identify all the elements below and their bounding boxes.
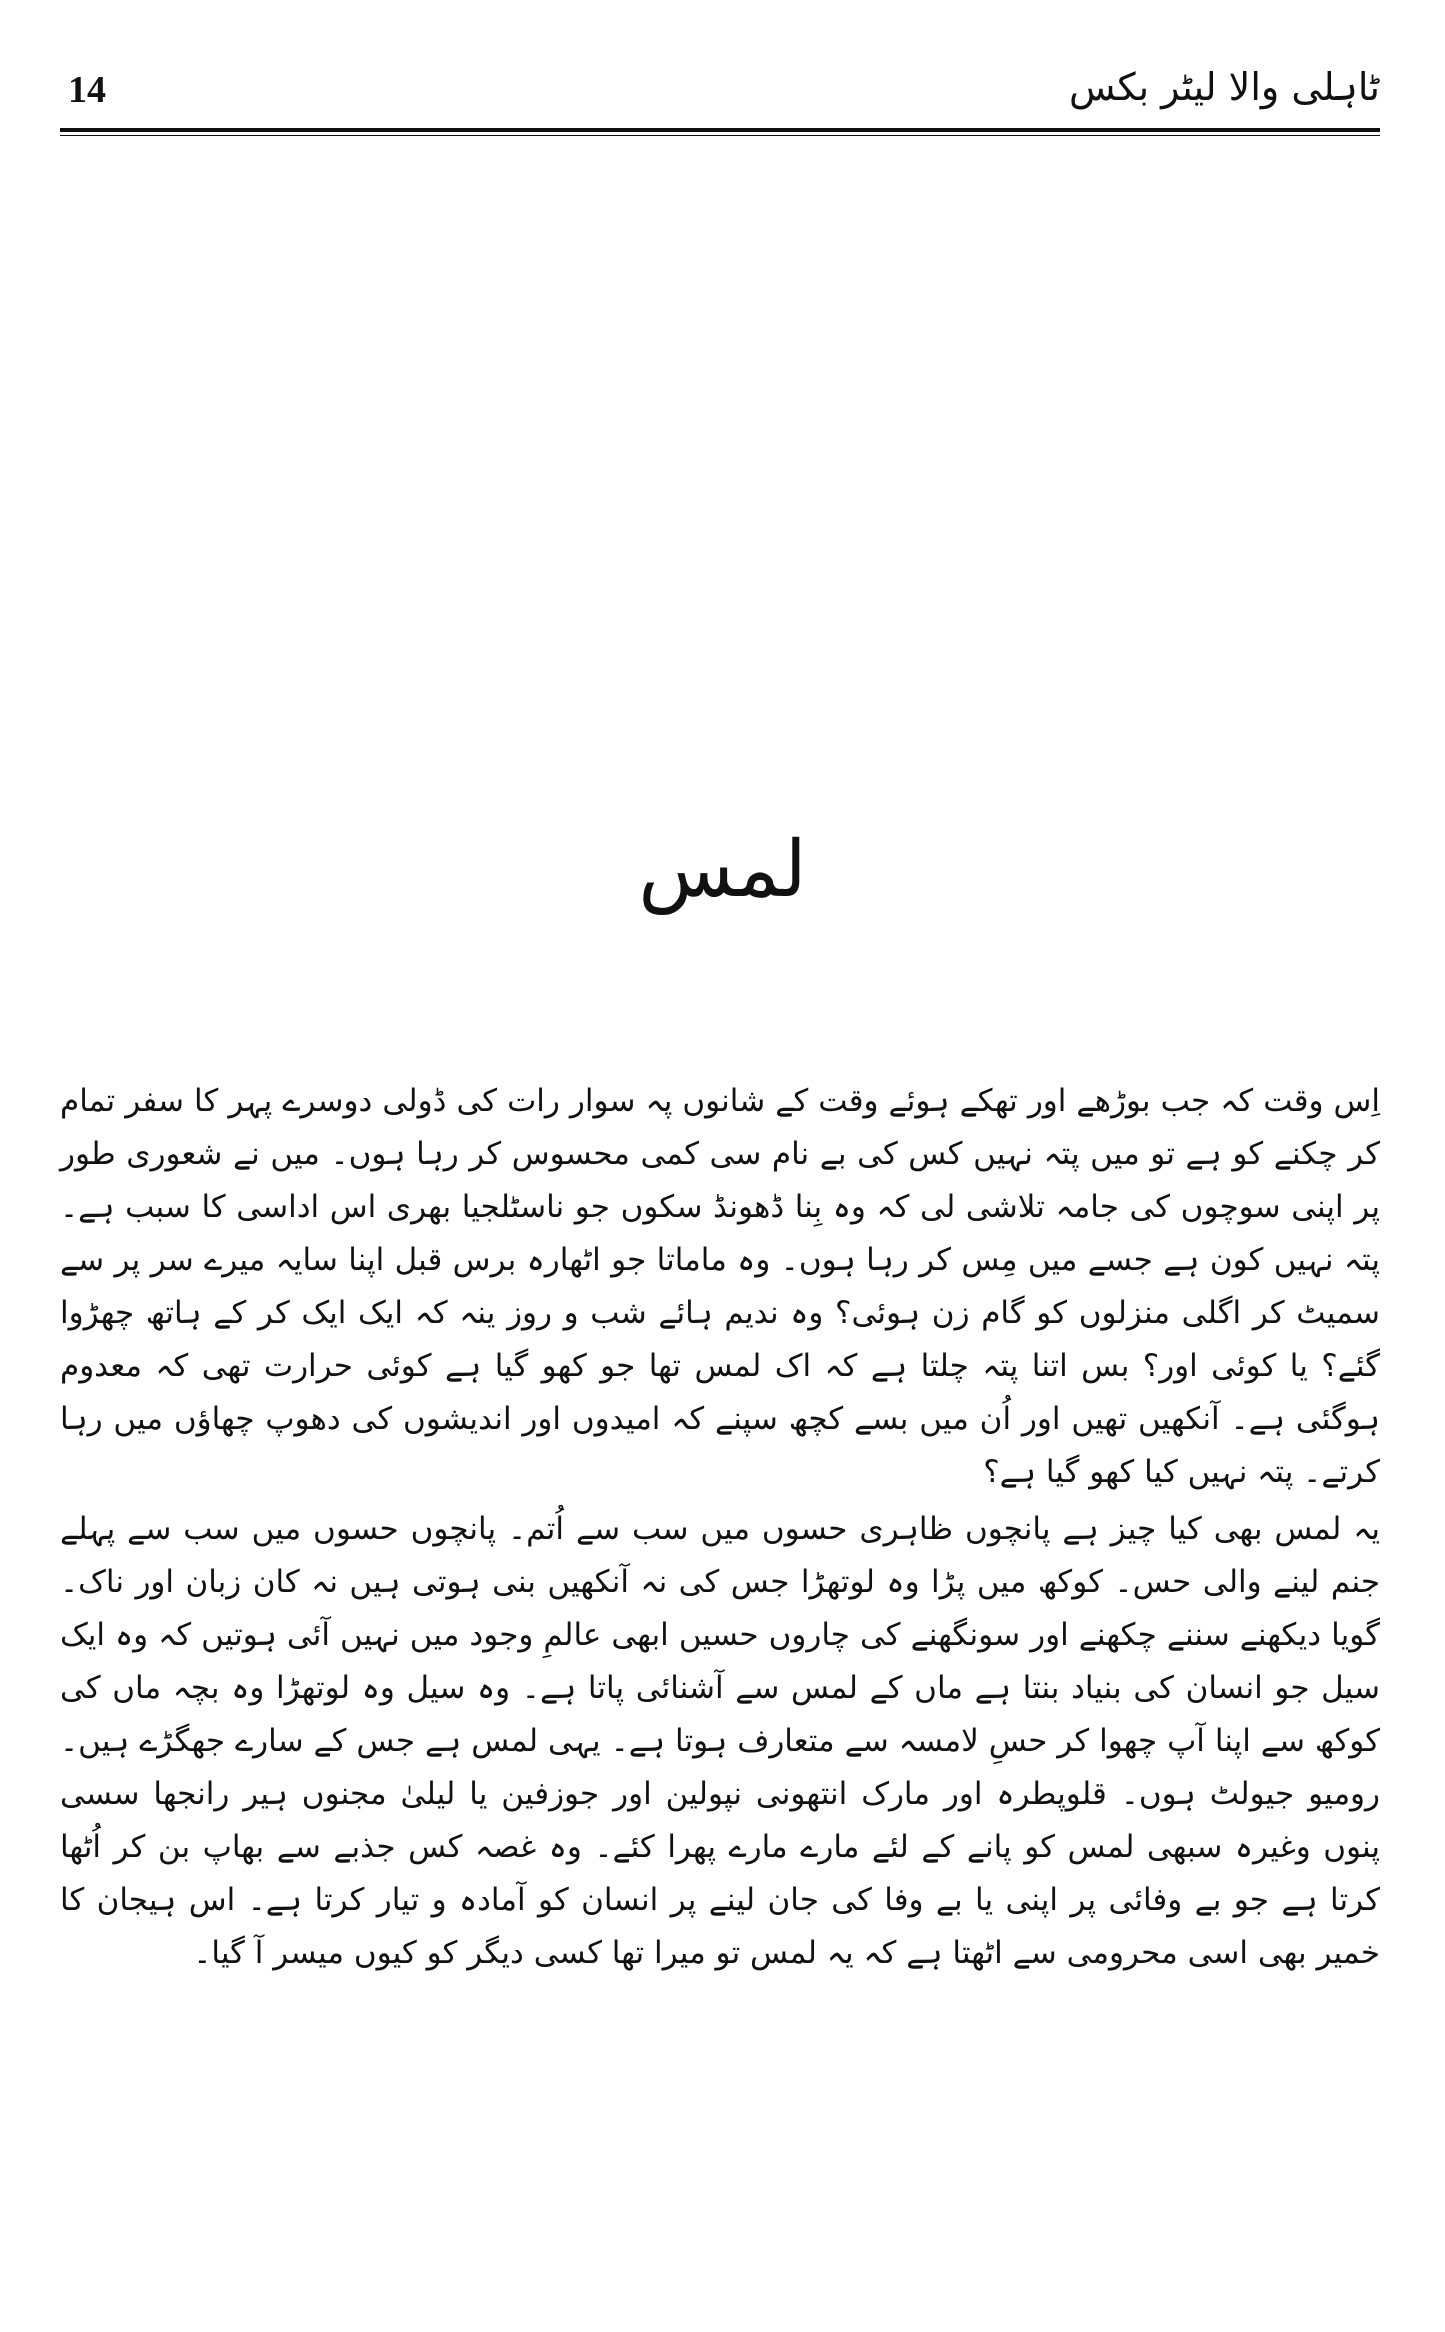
running-title: ٹاہلی والا لیٹر بکس: [1069, 65, 1380, 109]
paragraph-1: اِس وقت کہ جب بوڑھے اور تھکے ہوئے وقت کے شانوں پہ سوار رات کی ڈولی دوسرے پہر کا سفر تمام کر چکنے کو ہے تو میں پتہ نہیں کس کی بے نام سی کمی محسوس کر رہا ہوں۔ میں نے شعوری طور پر اپنی سوچوں کی جامہ تلاشی لی کہ وہ بِنا ڈھونڈ سکوں جو ناسٹلجیا بھری اس اداسی کا سبب ہے۔ پتہ نہیں کون ہے جسے میں مِس کر رہا ہوں۔ وہ ماماتا جو اٹھارہ برس قبل اپنا سایہ میرے سر پر سے سمیٹ کر اگلی منزلوں کو گام زن ہوئی؟ وہ ندیم ہائے شب و روز ینہ کہ ایک ایک کر کے ہاتھ چھڑوا گئے؟ یا کوئی اور؟ بس اتنا پتہ چلتا ہے کہ اک لمس تھا جو کھو گیا ہے کوئی حرارت تھی کہ معدوم ہوگئی ہے۔ آنکھیں تھیں اور اُن میں بسے کچھ سپنے کہ امیدوں اور اندیشوں کی دھوپ چھاؤں میں رہا کرتے۔ پتہ نہیں کیا کھو گیا ہے؟: [60, 1083, 1380, 1490]
page-number: 14: [68, 69, 106, 111]
body-text: [60, 1075, 1380, 1980]
paragraph-2: یہ لمس بھی کیا چیز ہے پانچوں ظاہری حسوں میں سب سے اُتم۔ پانچوں حسوں میں سب سے پہلے جنم لینے والی حس۔ کوکھ میں پڑا وہ لوتھڑا جس کی نہ آنکھیں بنی ہوتی ہیں نہ کان زبان اور ناک۔ گویا دیکھنے سننے چکھنے اور سونگھنے کی چاروں حسیں ابھی عالمِ وجود میں نہیں آئی ہوتیں کہ وہ ایک سیل جو انسان کی بنیاد بنتا ہے ماں کے لمس سے آشنائی پاتا ہے۔ وہ سیل وہ لوتھڑا وہ بچہ ماں کی کوکھ سے اپنا آپ چھوا کر حسِ لامسہ سے متعارف ہوتا ہے۔ یہی لمس ہے جس کے سارے جھگڑے ہیں۔ رومیو جیولٹ ہوں۔ قلوپطرہ اور مارک انتھونی نپولین اور جوزفین یا لیلیٰ مجنوں ہیر رانجھا سسی پنوں وغیرہ سبھی لمس کو پانے کے لئے مارے مارے پھرا کئے۔ وہ غصہ کس جذبے سے بھاپ بن کر اُٹھا کرتا ہے جو بے وفائی پر اپنی یا بے وفا کی جان لینے پر انسان کو آمادہ و تیار کرتا ہے۔ اس ہیجان کا خمیر بھی اسی محرومی سے اٹھتا ہے کہ یہ لمس تو میرا تھا کسی دیگر کو کیوں میسر آ گیا۔: [60, 1511, 1380, 1971]
header-rule-thin: [60, 135, 1380, 136]
header-rule: [60, 128, 1380, 132]
chapter-title: لمس: [638, 825, 807, 915]
page-header: [60, 60, 1380, 130]
